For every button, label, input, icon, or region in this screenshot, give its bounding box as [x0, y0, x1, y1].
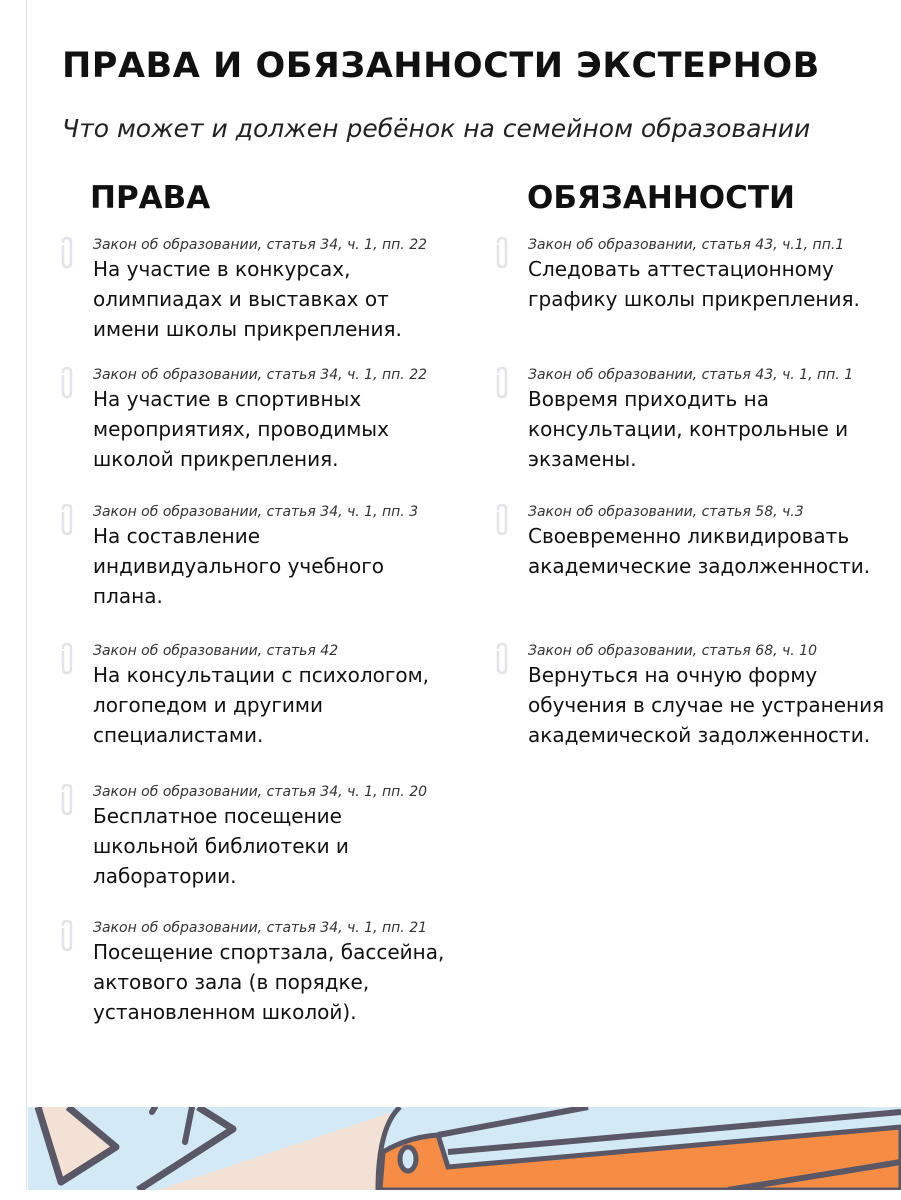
paperclip-icon — [57, 642, 77, 676]
law-citation: Закон об образовании, статья 68, ч. 10 — [528, 643, 817, 659]
rights-heading: ПРАВА — [90, 180, 211, 216]
rights-item — [93, 783, 453, 891]
paperclip-icon — [57, 919, 77, 953]
duties-item — [528, 366, 888, 474]
item-text: Бесплатное посещение школьной библиотеки и лаборатории. — [93, 804, 349, 888]
paperclip-icon — [57, 236, 77, 270]
item-text: На консультации с психологом, логопедом и другими специалистами. — [93, 663, 430, 747]
rights-item — [93, 503, 453, 611]
law-citation: Закон об образовании, статья 34, ч. 1, пп. 22 — [93, 237, 428, 253]
item-text: На участие в спортивных мероприятиях, проводимых школой прикрепления. — [93, 387, 389, 471]
duties-item — [528, 236, 888, 314]
rights-item — [93, 366, 453, 474]
paperclip-icon — [492, 642, 512, 676]
paperclip-icon — [492, 236, 512, 270]
law-citation: Закон об образовании, статья 34, ч. 1, пп. 3 — [93, 504, 419, 520]
rights-item — [93, 642, 453, 750]
law-citation: Закон об образовании, статья 34, ч. 1, пп. 22 — [93, 367, 428, 383]
decorative-illustration — [28, 1107, 901, 1190]
paperclip-icon — [492, 366, 512, 400]
law-citation: Закон об образовании, статья 34, ч. 1, пп. 21 — [93, 920, 428, 936]
paperclip-icon — [57, 366, 77, 400]
page-edge — [26, 0, 27, 1190]
item-text: Вернуться на очную форму обучения в случае не устранения академической задолженности. — [528, 663, 885, 747]
item-text: Посещение спортзала, бассейна, актового зала (в порядке, установленном школой). — [93, 940, 445, 1024]
law-citation: Закон об образовании, статья 42 — [93, 643, 339, 659]
page-title: ПРАВА И ОБЯЗАННОСТИ ЭКСТЕРНОВ — [62, 46, 820, 86]
item-text: Следовать аттестационному графику школы прикрепления. — [528, 257, 860, 311]
rights-item — [93, 236, 453, 344]
paperclip-icon — [492, 503, 512, 537]
paperclip-icon — [57, 783, 77, 817]
page-subtitle: Что может и должен ребёнок на семейном образовании — [62, 114, 811, 143]
law-citation: Закон об образовании, статья 43, ч.1, пп.1 — [528, 237, 845, 253]
duties-item — [528, 503, 888, 581]
law-citation: Закон об образовании, статья 43, ч. 1, пп. 1 — [528, 367, 854, 383]
duties-item — [528, 642, 888, 750]
item-text: Своевременно ликвидировать академические задолженности. — [528, 524, 871, 578]
duties-heading: ОБЯЗАННОСТИ — [527, 180, 795, 216]
paperclip-icon — [57, 503, 77, 537]
item-text: На составление индивидуального учебного плана. — [93, 524, 384, 608]
item-text: Вовремя приходить на консультации, контрольные и экзамены. — [528, 387, 849, 471]
law-citation: Закон об образовании, статья 58, ч.3 — [528, 504, 804, 520]
item-text: На участие в конкурсах, олимпиадах и выставках от имени школы прикрепления. — [93, 257, 402, 341]
rights-item — [93, 919, 453, 1027]
law-citation: Закон об образовании, статья 34, ч. 1, пп. 20 — [93, 784, 428, 800]
